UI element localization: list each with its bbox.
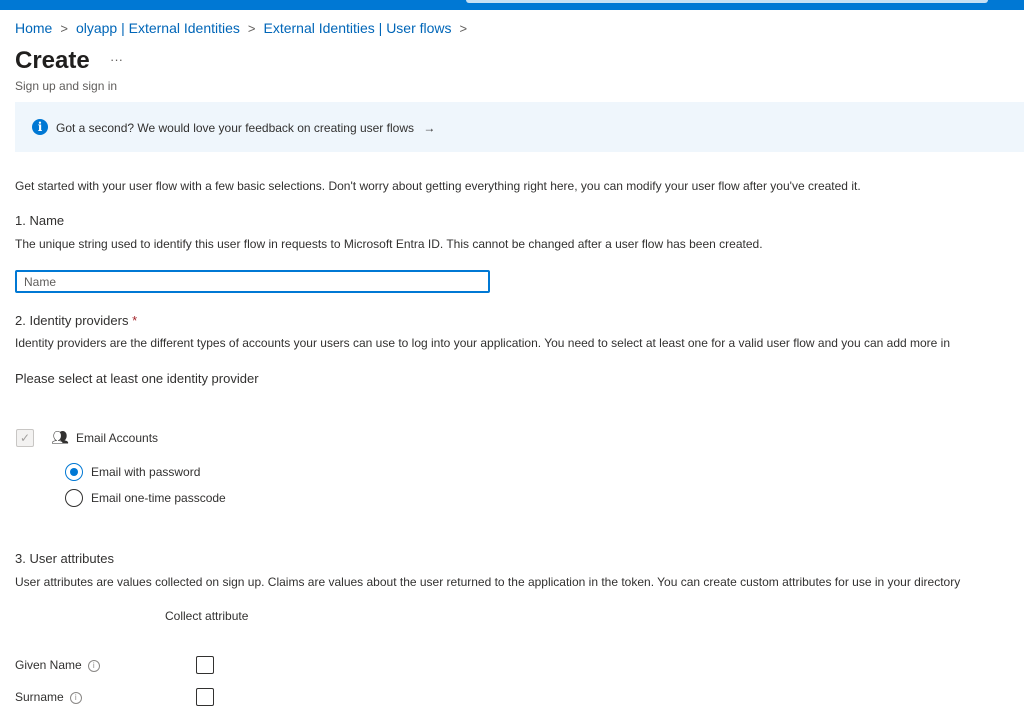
email-with-password-radio[interactable] bbox=[65, 463, 83, 481]
given-name-text: Given Name bbox=[15, 658, 82, 672]
email-with-password-label: Email with password bbox=[91, 465, 201, 479]
given-name-checkbox[interactable] bbox=[196, 656, 214, 674]
feedback-link[interactable] bbox=[56, 121, 435, 135]
feedback-text: Got a second? We would love your feedback on creating user flows bbox=[56, 121, 414, 135]
email-accounts-label: Email Accounts bbox=[76, 431, 159, 445]
page-title: Create bbox=[15, 47, 90, 74]
breadcrumb-user-flows[interactable]: External Identities | User flows bbox=[263, 20, 452, 36]
required-marker: * bbox=[132, 313, 138, 328]
attributes-heading: 3. User attributes bbox=[15, 551, 114, 566]
idp-heading-text: 2. Identity providers bbox=[15, 313, 129, 328]
email-otp-label: Email one-time passcode bbox=[91, 491, 226, 505]
arrow-right-icon: → bbox=[423, 121, 436, 135]
chevron-right-icon: > bbox=[459, 21, 468, 36]
name-description: The unique string used to identify this user flow in requests to Microsoft Entra ID. This cannot be changed after a user flow has been created. bbox=[15, 237, 763, 251]
search-bar[interactable] bbox=[466, 0, 988, 3]
breadcrumb bbox=[15, 20, 475, 36]
breadcrumb-external-identities[interactable]: olyapp | External Identities bbox=[75, 20, 240, 36]
chevron-right-icon: > bbox=[247, 21, 256, 36]
name-heading: 1. Name bbox=[15, 213, 65, 228]
name-input[interactable] bbox=[15, 270, 490, 293]
idp-heading bbox=[15, 313, 137, 328]
info-icon[interactable]: i bbox=[88, 660, 100, 672]
email-otp-radio[interactable] bbox=[65, 489, 83, 507]
users-icon: 👥︎ bbox=[51, 429, 69, 445]
more-options-button[interactable]: ··· bbox=[110, 52, 123, 67]
idp-description: Identity providers are the different types of accounts your users can use to log into your application. You need to select at least one for a valid user flow and you can add more in bbox=[15, 336, 951, 350]
surname-text: Surname bbox=[15, 690, 64, 704]
intro-text: Get started with your user flow with a few basic selections. Don't worry about getting everything right here, you can modify your user flow after you've created it. bbox=[15, 179, 861, 193]
info-icon: i bbox=[32, 119, 48, 135]
breadcrumb-home[interactable]: Home bbox=[15, 20, 53, 36]
surname-label bbox=[15, 690, 82, 704]
chevron-right-icon: > bbox=[60, 21, 68, 36]
feedback-banner bbox=[15, 102, 1024, 152]
info-icon[interactable]: i bbox=[70, 692, 82, 704]
collect-attribute-header: Collect attribute bbox=[165, 609, 249, 623]
email-accounts-checkbox[interactable]: ✓ bbox=[16, 429, 34, 447]
given-name-label bbox=[15, 658, 100, 672]
surname-checkbox[interactable] bbox=[196, 688, 214, 706]
idp-prompt: Please select at least one identity provider bbox=[15, 371, 259, 386]
page-subtitle: Sign up and sign in bbox=[15, 79, 118, 93]
attributes-description: User attributes are values collected on sign up. Claims are values about the user returned to the application in the token. You can create custom attributes for use in your directory bbox=[15, 575, 961, 589]
